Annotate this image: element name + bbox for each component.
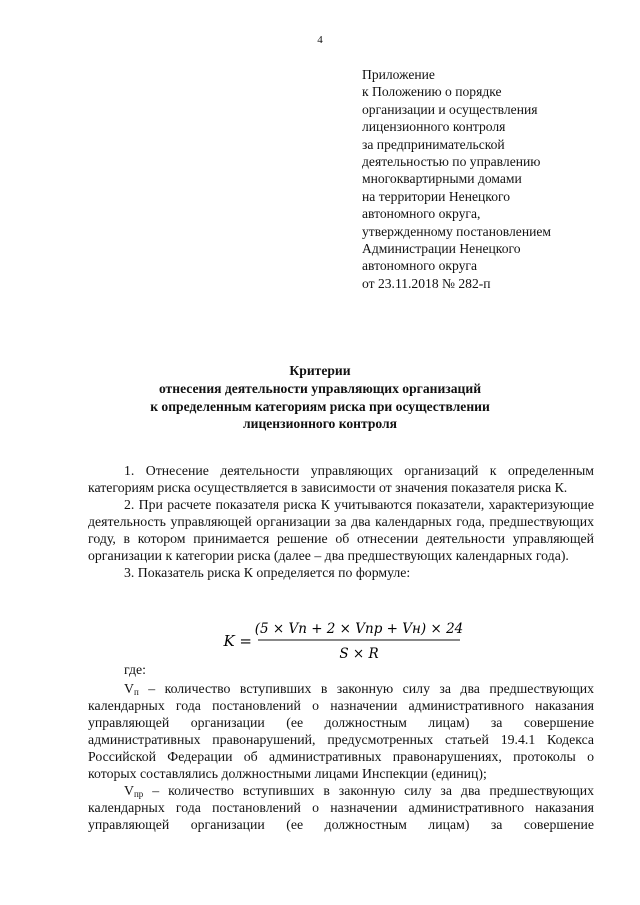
body-section-1 [88,462,594,581]
title-line: к определенным категориям риска при осуществлении [150,398,490,414]
page-number: 4 [317,34,323,46]
vp-definition: – количество вступивших в законную силу за два предшествующих календарных года постановлений о назначении административного наказания управляющей организации (ее должностным лицам) за совершение административных правонарушений, предусмотренных статьей 19.4.1 Кодекса Российской Федерации об административных правонарушениях, протоколы о которых составлялись должностными лицами Инспекции (единиц); [88,681,594,781]
paragraph-2: 2. При расчете показателя риска К учитываются показатели, характеризующие деятельность управляющей организации за два календарных года, предшествующих году, в котором принимается решение об отнесении деятельности управляющей организации к категории риска (далее – два предшествующих календарных года). [88,497,594,563]
title-line: Критерии [289,363,351,378]
paragraph-1: 1. Отнесение деятельности управляющих организаций к определенным категориям риска осуществляется в зависимости от значения показателя риска К. [88,463,594,495]
appendix-line: многоквартирными домами [362,171,522,187]
formula-lhs: K = [223,632,252,650]
appendix-line: автономного округа [362,258,478,274]
document-title [80,362,560,433]
vpr-symbol: V [124,783,134,798]
appendix-line: деятельностью по управлению [362,154,541,170]
appendix-line: на территории Ненецкого [362,188,511,204]
where-label: где: [124,662,146,677]
appendix-line: за предпринимательской [362,136,505,152]
appendix-line: утвержденному постановлением [362,223,552,239]
risk-formula [0,616,640,664]
formula-denominator: S × R [339,646,379,662]
appendix-line: от 23.11.2018 № 282-п [362,275,491,291]
title-line: отнесения деятельности управляющих организаций [158,380,482,396]
appendix-line: Приложение [362,67,435,82]
appendix-block [362,66,592,292]
appendix-line: к Положению о порядке [362,84,502,100]
title-line: лицензионного контроля [242,416,398,432]
vp-symbol: V [124,681,134,696]
definition-vpr [88,782,594,833]
appendix-line: лицензионного контроля [362,119,506,135]
appendix-line: Администрации Ненецкого [362,241,521,257]
vpr-definition: – количество вступивших в законную силу за два предшествующих календарных года постановлений о назначении административного наказания управляющей организации (ее должностным лицам) за совершение [88,783,594,832]
body-section-2 [88,680,594,833]
definition-vp [88,680,594,782]
appendix-line: организации и осуществления [362,101,538,117]
appendix-line: автономного округа, [362,206,481,222]
formula-numerator: (5 × Vп + 2 × Vпр + Vн) × 24 [254,621,464,637]
vpr-subscript: пр [133,789,144,799]
paragraph-3: 3. Показатель риска К определяется по формуле: [124,565,411,580]
vp-subscript: п [133,687,139,697]
